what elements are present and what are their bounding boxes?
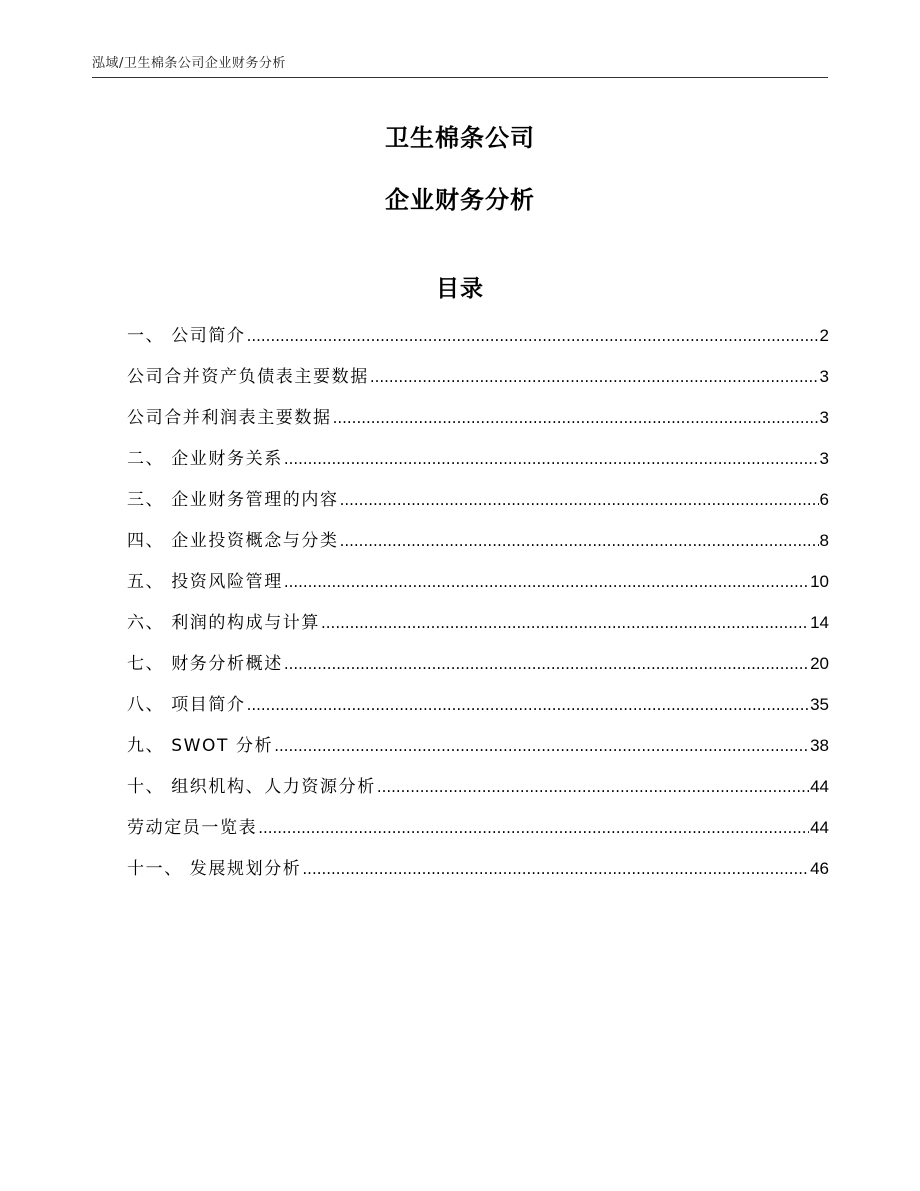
toc-entry-text: 三、 企业财务管理的内容 [127,490,339,510]
toc-entry-text: 十一、 发展规划分析 [127,859,302,879]
toc-entry[interactable] [127,402,829,443]
toc-entry[interactable] [127,853,829,894]
toc-entry-page: 3 [819,408,829,427]
toc-entry[interactable] [127,525,829,566]
toc-leader-dots [284,566,809,598]
toc-entry-page: 8 [819,531,829,550]
toc-entry-text: 十、 组织机构、人力资源分析 [127,777,376,797]
toc-heading: 目录 [436,276,484,302]
toc-leader-dots [258,812,809,844]
toc-entry[interactable] [127,484,829,525]
toc-entry-page: 3 [819,449,829,468]
toc-entry[interactable] [127,648,829,689]
toc-entry-text: 五、 投资风险管理 [127,572,283,592]
toc-entry-text: 四、 企业投资概念与分类 [127,531,339,551]
toc-leader-dots [284,648,809,680]
toc-entry-text: 七、 财务分析概述 [127,654,283,674]
toc-entry[interactable] [127,812,829,853]
toc-leader-dots [247,689,809,721]
toc-entry-text: 九、 SWOT 分析 [127,736,274,756]
toc-entry-text: 公司合并利润表主要数据 [127,408,332,428]
toc-leader-dots [321,607,809,639]
toc-entry[interactable] [127,566,829,607]
toc-leader-dots [302,853,809,885]
toc-entry-page: 3 [819,367,829,386]
toc-entry[interactable] [127,361,829,402]
toc-entry-page: 14 [810,613,829,632]
toc-entry[interactable] [127,771,829,812]
toc-entry-page: 10 [810,572,829,591]
toc-leader-dots [370,361,819,393]
toc-entry[interactable] [127,607,829,648]
toc-entry-text: 八、 项目简介 [127,695,246,715]
toc-leader-dots [247,320,819,352]
toc-leader-dots [284,443,819,475]
toc-entry-page: 44 [810,818,829,837]
toc-entry-text: 一、 公司简介 [127,326,246,346]
toc-leader-dots [333,402,819,434]
toc-entry[interactable] [127,443,829,484]
toc-entry[interactable] [127,689,829,730]
toc-entry-page: 38 [810,736,829,755]
toc-entry-text: 六、 利润的构成与计算 [127,613,321,633]
toc-entry-page: 46 [810,859,829,878]
toc-leader-dots [340,484,819,516]
document-title: 卫生棉条公司 [385,124,535,152]
toc-entry-page: 2 [819,326,829,345]
toc-leader-dots [377,771,809,803]
toc-entry-page: 20 [810,654,829,673]
toc-entry-text: 公司合并资产负债表主要数据 [127,367,369,387]
toc-entry-text: 劳动定员一览表 [127,818,258,838]
document-subtitle: 企业财务分析 [385,186,535,214]
toc-entry-text: 二、 企业财务关系 [127,449,283,469]
running-header: 泓域/卫生棉条公司企业财务分析 [92,52,828,78]
toc-leader-dots [274,730,809,762]
toc-entry[interactable] [127,320,829,361]
toc-entry-page: 6 [819,490,829,509]
toc-entry[interactable] [127,730,829,771]
toc-leader-dots [340,525,819,557]
toc-entry-page: 44 [810,777,829,796]
toc-entry-page: 35 [810,695,829,714]
table-of-contents [127,320,829,894]
